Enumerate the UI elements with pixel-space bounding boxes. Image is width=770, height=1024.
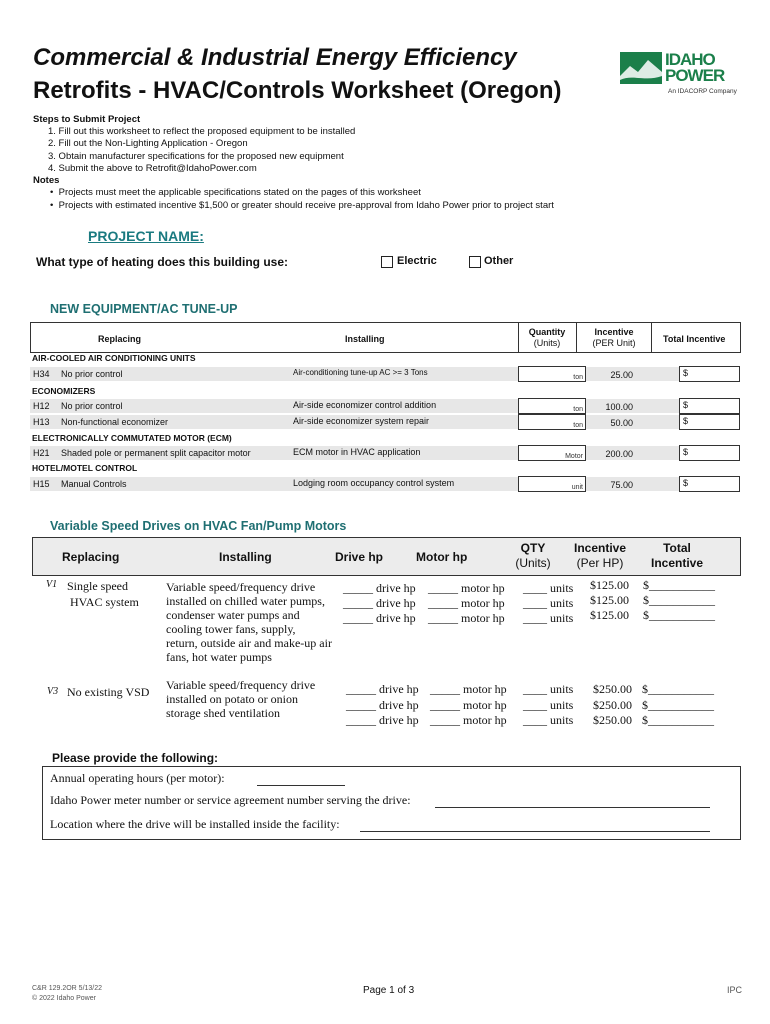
- vsd-section-title: Variable Speed Drives on HVAC Fan/Pump Motors: [50, 519, 347, 533]
- row-installing: Lodging room occupancy control system: [293, 478, 455, 488]
- idaho-power-logo: [620, 50, 745, 98]
- drive-hp-field[interactable]: _____ drive hp: [343, 581, 416, 595]
- total-incentive-input[interactable]: [679, 445, 740, 461]
- quantity-input[interactable]: [518, 476, 586, 492]
- col-quantity: Quantity: [528, 327, 566, 337]
- vsd-col-total: Total: [663, 541, 691, 555]
- drive-hp-field[interactable]: _____ drive hp: [346, 698, 419, 712]
- step-1: 1. Fill out this worksheet to reflect the proposed equipment to be installed: [48, 126, 356, 137]
- row-incentive: 100.00: [605, 402, 633, 412]
- row-code: H13: [33, 417, 50, 427]
- v1-installing-line: condenser water pumps and: [166, 608, 300, 622]
- location-field[interactable]: [360, 831, 710, 832]
- logo-word-2: POWER: [665, 66, 725, 85]
- v1-replacing: Single speed: [67, 579, 128, 593]
- v1-installing-line: Variable speed/frequency drive: [166, 580, 316, 594]
- title-line-2: Retrofits - HVAC/Controls Worksheet (Oregon): [33, 77, 562, 104]
- row-code: H34: [33, 369, 50, 379]
- meter-label: Idaho Power meter number or service agreement number serving the drive:: [50, 793, 411, 807]
- note-1: • Projects must meet the applicable specifications stated on the pages of this worksheet: [50, 187, 421, 198]
- total-field[interactable]: $___________: [643, 593, 715, 607]
- total-field[interactable]: $___________: [643, 608, 715, 622]
- bullet-icon: •: [50, 200, 59, 211]
- dollar-sign: $: [683, 400, 689, 410]
- total-incentive-input[interactable]: [679, 414, 740, 430]
- v3-replacing: No existing VSD: [67, 685, 150, 699]
- category-ac: AIR-COOLED AIR CONDITIONING UNITS: [32, 353, 196, 363]
- col-installing: Installing: [345, 334, 385, 344]
- col-incentive-per: (PER Unit): [592, 338, 636, 348]
- total-incentive-input[interactable]: [679, 366, 740, 382]
- page-number: Page 1 of 3: [363, 985, 415, 996]
- drive-hp-field[interactable]: _____ drive hp: [343, 611, 416, 625]
- logo-word-1: IDAHO: [665, 50, 715, 69]
- col-total: Total Incentive: [663, 334, 726, 344]
- electric-label: Electric: [397, 255, 437, 267]
- vsd-col-incentive-per: (Per HP): [576, 556, 624, 570]
- col-quantity-units: (Units): [533, 338, 561, 348]
- row-installing: Air-side economizer control addition: [293, 400, 437, 410]
- rate: $250.00: [593, 713, 632, 727]
- row-installing: Air-side economizer system repair: [293, 416, 430, 426]
- footer-code: C&R 129.2OR 5/13/22: [32, 985, 103, 992]
- vsd-col-motor: Motor hp: [416, 550, 468, 564]
- row-incentive: 25.00: [610, 370, 633, 380]
- row-installing: ECM motor in HVAC application: [293, 447, 421, 457]
- units-field[interactable]: ____ units: [523, 682, 574, 696]
- unit-label: unit: [571, 484, 583, 491]
- bullet-icon: •: [50, 187, 59, 198]
- quantity-input[interactable]: [518, 445, 586, 461]
- units-field[interactable]: ____ units: [523, 698, 574, 712]
- rate: $125.00: [590, 578, 629, 592]
- unit-label: ton: [573, 406, 583, 413]
- dollar-sign: $: [683, 447, 689, 457]
- dollar-sign: $: [683, 368, 689, 378]
- vsd-col-replacing: Replacing: [62, 550, 120, 564]
- electric-checkbox[interactable]: [381, 256, 393, 268]
- row-incentive: 75.00: [610, 480, 633, 490]
- vsd-col-qty: QTY: [520, 541, 546, 555]
- row-replacing: No prior control: [61, 401, 123, 411]
- location-label: Location where the drive will be installed inside the facility:: [50, 817, 340, 831]
- project-name-label: PROJECT NAME:: [88, 228, 204, 244]
- unit-label: ton: [573, 422, 583, 429]
- total-field[interactable]: $___________: [642, 713, 714, 727]
- unit-label: ton: [573, 374, 583, 381]
- v1-installing-line: cooling tower fans, supply,: [166, 622, 296, 636]
- units-field[interactable]: ____ units: [523, 611, 574, 625]
- unit-label: Motor: [565, 453, 583, 460]
- notes-heading: Notes: [33, 175, 60, 186]
- v1-installing-line: return, outside air and make-up air: [166, 636, 332, 650]
- vsd-col-drive: Drive hp: [335, 550, 384, 564]
- units-field[interactable]: ____ units: [523, 596, 574, 610]
- v3-installing-line: storage shed ventilation: [166, 706, 280, 720]
- quantity-input[interactable]: [518, 398, 586, 414]
- drive-hp-field[interactable]: _____ drive hp: [346, 682, 419, 696]
- row-code: H21: [33, 448, 50, 458]
- row-code: H15: [33, 479, 50, 489]
- v1-code: V1: [46, 579, 58, 590]
- units-field[interactable]: ____ units: [523, 581, 574, 595]
- units-field[interactable]: ____ units: [523, 713, 574, 727]
- vsd-col-installing: Installing: [219, 550, 272, 564]
- v1-installing-line: installed on chilled water pumps,: [166, 594, 325, 608]
- step-3: 3. Obtain manufacturer specifications for the proposed new equipment: [48, 151, 344, 162]
- quantity-input[interactable]: [518, 366, 586, 382]
- motor-hp-field[interactable]: _____ motor hp: [430, 698, 507, 712]
- total-field[interactable]: $___________: [643, 578, 715, 592]
- rate: $125.00: [590, 593, 629, 607]
- other-checkbox[interactable]: [469, 256, 481, 268]
- footer-copyright: © 2022 Idaho Power: [32, 995, 96, 1002]
- step-2: 2. Fill out the Non-Lighting Application - Oregon: [48, 138, 248, 149]
- col-replacing: Replacing: [98, 334, 142, 344]
- rate: $125.00: [590, 608, 629, 622]
- total-field[interactable]: $___________: [642, 682, 714, 696]
- row-incentive: 50.00: [610, 418, 633, 428]
- motor-hp-field[interactable]: _____ motor hp: [428, 581, 505, 595]
- rate: $250.00: [593, 682, 632, 696]
- total-field[interactable]: $___________: [642, 698, 714, 712]
- step-4: 4. Submit the above to Retrofit@IdahoPower.com: [48, 163, 257, 174]
- motor-hp-field[interactable]: _____ motor hp: [430, 713, 507, 727]
- v1-installing-line: fans, hot water pumps: [166, 650, 272, 664]
- equipment-table-header: [30, 322, 741, 353]
- total-incentive-input[interactable]: [679, 398, 740, 414]
- hours-field[interactable]: [257, 785, 345, 786]
- col-incentive: Incentive: [594, 327, 634, 337]
- equipment-section-title: NEW EQUIPMENT/AC TUNE-UP: [50, 302, 238, 316]
- row-incentive: 200.00: [605, 449, 633, 459]
- steps-heading: Steps to Submit Project: [33, 114, 141, 125]
- category-hotel: HOTEL/MOTEL CONTROL: [32, 463, 138, 473]
- row-replacing: Manual Controls: [61, 479, 127, 489]
- motor-hp-field[interactable]: _____ motor hp: [428, 611, 505, 625]
- vsd-col-total-incentive: Incentive: [650, 556, 704, 570]
- motor-hp-field[interactable]: _____ motor hp: [428, 596, 505, 610]
- v1-replacing-2: HVAC system: [70, 595, 139, 609]
- row-replacing: Shaded pole or permanent split capacitor motor: [61, 448, 251, 458]
- motor-hp-field[interactable]: _____ motor hp: [430, 682, 507, 696]
- title-line-1: Commercial & Industrial Energy Efficiency: [33, 44, 517, 71]
- row-code: H12: [33, 401, 50, 411]
- note-2: • Projects with estimated incentive $1,500 or greater should receive pre-approval from Idaho Power prior to project start: [50, 200, 554, 211]
- category-economizers: ECONOMIZERS: [32, 386, 96, 396]
- dollar-sign: $: [683, 416, 689, 426]
- vsd-table-header: [32, 537, 741, 576]
- row-replacing: No prior control: [61, 369, 123, 379]
- row-installing: Air-conditioning tune-up AC >= 3 Tons: [293, 368, 428, 377]
- provide-heading: Please provide the following:: [52, 751, 219, 765]
- row-replacing: Non-functional economizer: [61, 417, 169, 427]
- total-incentive-input[interactable]: [679, 476, 740, 492]
- other-label: Other: [484, 255, 514, 267]
- vsd-col-incentive: Incentive: [573, 541, 627, 555]
- heating-question: What type of heating does this building use:: [36, 255, 288, 269]
- drive-hp-field[interactable]: _____ drive hp: [343, 596, 416, 610]
- v3-installing-line: installed on potato or onion: [166, 692, 298, 706]
- footer-ipc: IPC: [727, 985, 743, 995]
- quantity-input[interactable]: [518, 414, 586, 430]
- meter-field[interactable]: [435, 807, 710, 808]
- v3-code: V3: [47, 686, 59, 697]
- category-ecm: ELECTRONICALLY COMMUTATED MOTOR (ECM): [32, 433, 232, 443]
- drive-hp-field[interactable]: _____ drive hp: [346, 713, 419, 727]
- rate: $250.00: [593, 698, 632, 712]
- vsd-col-qty-units: (Units): [515, 556, 551, 570]
- v3-installing-line: Variable speed/frequency drive: [166, 678, 316, 692]
- logo-sub: An IDACORP Company: [668, 88, 737, 95]
- dollar-sign: $: [683, 478, 689, 488]
- hours-label: Annual operating hours (per motor):: [50, 771, 225, 785]
